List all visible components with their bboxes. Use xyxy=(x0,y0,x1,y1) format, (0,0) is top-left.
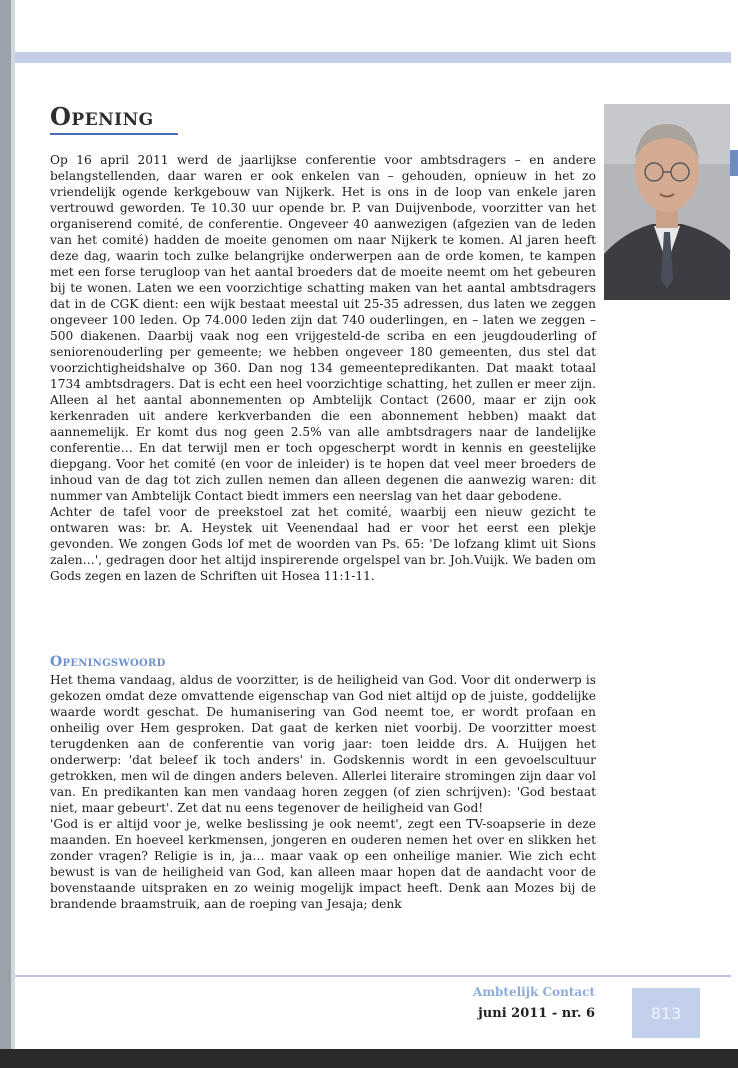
section-heading: Openingswoord xyxy=(50,654,166,670)
article-title: Opening xyxy=(50,102,154,131)
footer-divider xyxy=(15,975,731,977)
footer-magazine-name: Ambtelijk Contact xyxy=(473,985,595,999)
article-body xyxy=(50,152,596,584)
right-edge-tab xyxy=(730,150,738,176)
bottom-scan-edge xyxy=(0,1049,738,1068)
body-paragraph: Het thema vandaag, aldus de voorzitter, is de heiligheid van God. Voor dit onderwerp is gekozen omdat deze omvattende eigenschap van God niet altijd op de juiste, goddelijke waarde wordt geschat. De humanisering van God neemt toe, er wordt profaan en onheilig over Hem gesproken. Dat gaat de kerken niet voorbij. De voorzitter moest terugdenken aan de conferentie van vorig jaar: toen leidde drs. A. Huijgen het onderwerp: 'dat beleef ik toch anders' in. Godskennis wordt in een gevoelscultuur getrokken, men wil de dingen anders beleven. Allerlei literaire stromingen zijn daar vol van. En predikanten kan men vandaag horen zeggen (of zien schrijven): 'God bestaat niet, maar gebeurt'. Zet dat nu eens tegenover de heiligheid van God! xyxy=(50,673,596,815)
page-number-box xyxy=(632,988,700,1038)
top-decorative-band xyxy=(15,52,731,63)
body-paragraph: Achter de tafel voor de preekstoel zat het comité, waarbij een nieuw gezicht te ontwaren was: br. A. Heystek uit Veenendaal had er voor het eerst een plekje gevonden. We zongen Gods lof met de woorden van Ps. 65: 'De lofzang klimt uit Sions zalen…', gedragen door het altijd inspirerende orgelspel van br. Joh.Vuijk. We baden om Gods zegen en lazen de Schriften uit Hosea 11:1-11. xyxy=(50,505,596,583)
footer-issue: juni 2011 - nr. 6 xyxy=(478,1006,595,1021)
body-paragraph: Op 16 april 2011 werd de jaarlijkse conferentie voor ambtsdragers – en andere belangstellenden, daar waren er ook enkelen van – gehouden, opnieuw in het zo vriendelijk ogende kerkgebouw van Nijkerk. Het is ons in de loop van enkele jaren vertrouwd geworden. Te 10.30 uur opende br. P. van Duijvenbode, voorzitter van het organiserend comité, de conferentie. Ongeveer 40 aanwezigen (afgezien van de leden van het comité) hadden de moeite genomen om naar Nijkerk te komen. Al jaren heeft deze dag, waarin toch zulke belangrijke onderwerpen aan de orde komen, te kampen met een forse terugloop van het aantal broeders dat de moeite neemt om het gebeuren bij te wonen. Laten we een voorzichtige schatting maken van het aantal ambtsdragers dat in de CGK dient: een wijk bestaat meestal uit 25-35 adressen, dus laten we zeggen ongeveer 100 leden. Op 74.000 leden zijn dat 740 ouderlingen, en – laten we zeggen – 500 diakenen. Daarbij vaak nog een vrijgesteld-de scriba en een jeugdouderling of seniorenouderling per gemeente; we hebben ongeveer 180 gemeenten, dus stel dat voorzichtigheidshalve op 360. Dan nog 134 gemeentepredikanten. Dat maakt totaal 1734 ambtsdragers. Dat is echt een heel voorzichtige schatting, het zullen er meer zijn. Alleen al het aantal abonnementen op Ambtelijk Contact (2600, maar er zijn ook kerkenraden uit andere kerkverbanden die een abonnement hebben) maakt dat aannemelijk. Er komt dus nog geen 2.5% van alle ambtsdragers naar de landelijke conferentie… En dat terwijl men er toch opgescherpt wordt in kennis en geestelijke diepgang. Voor het comité (en voor de inleider) is te hopen dat veel meer broeders de inhoud van de dag tot zich zullen nemen dan alleen degenen die aanwezig waren: dit nummer van Ambtelijk Contact biedt immers een neerslag van het daar gebodene. xyxy=(50,153,596,503)
page-number: 813 xyxy=(650,1003,682,1023)
page-binding-edge xyxy=(0,0,11,1068)
title-underline xyxy=(50,133,178,135)
speaker-portrait-photo xyxy=(604,104,730,300)
portrait-illustration xyxy=(604,104,730,300)
body-paragraph: 'God is er altijd voor je, welke beslissing je ook neemt', zegt een TV-soapserie in deze maanden. En hoeveel kerkmensen, jongeren en ouderen nemen het over en slikken het zonder vragen? Religie is in, ja… maar vaak op een onheilige manier. Wie zich echt bewust is van de heiligheid van God, kan alleen maar hopen dat de aandacht voor de bovenstaande uitspraken en zo weinig mogelijk impact heeft. Denk aan Mozes bij de brandende braamstruik, aan de roeping van Jesaja; denk xyxy=(50,817,596,911)
page-binding-shadow xyxy=(11,0,15,1068)
section-body xyxy=(50,672,596,912)
